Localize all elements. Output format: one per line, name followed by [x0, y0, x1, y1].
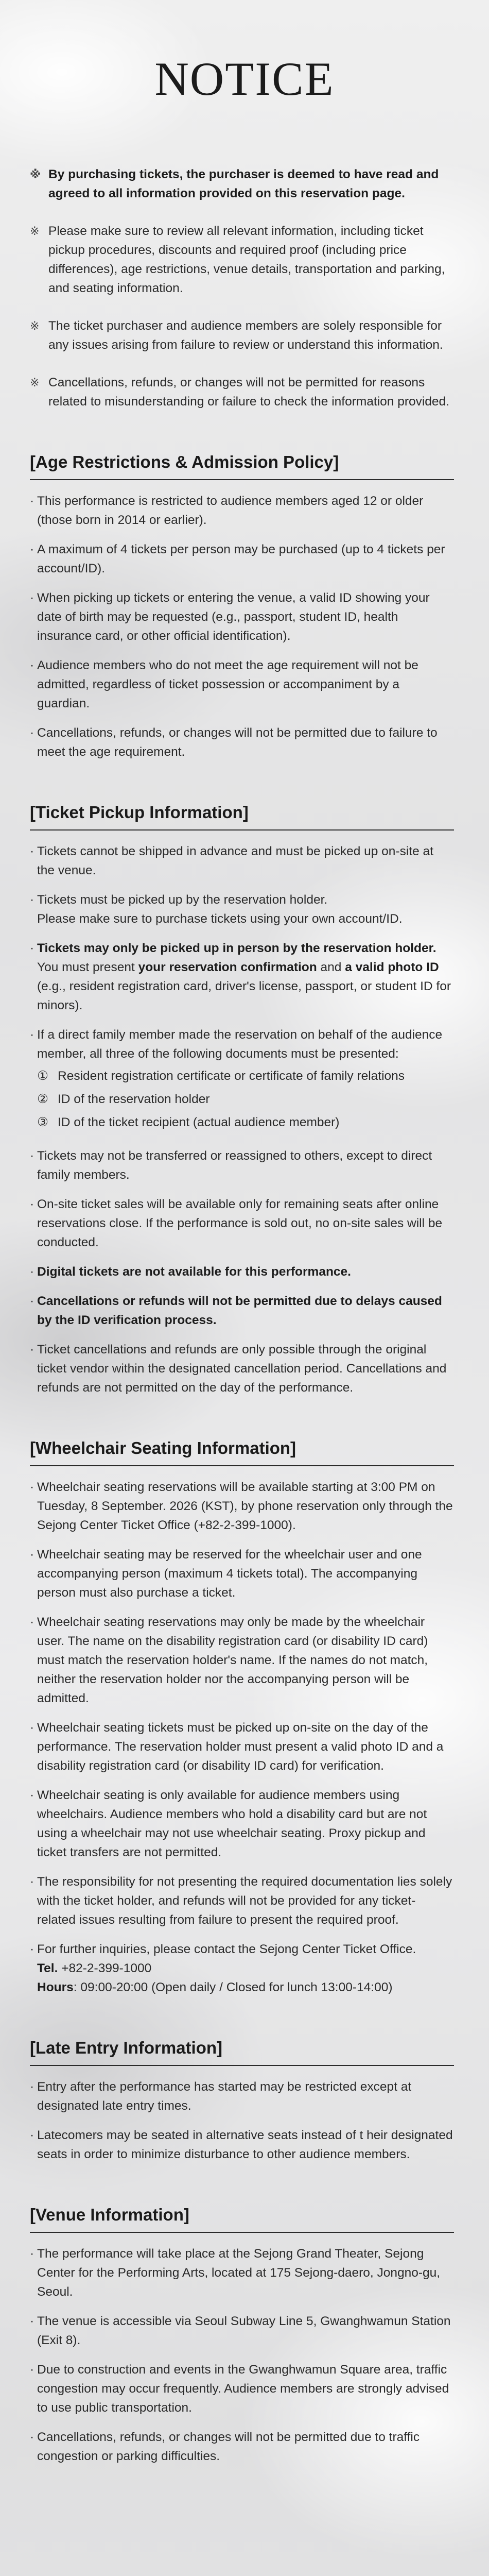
section-title: [Wheelchair Seating Information] [30, 1438, 296, 1458]
section-title: [Age Restrictions & Admission Policy] [30, 452, 339, 471]
notice-content [0, 165, 489, 2466]
bullet-icon: · [30, 893, 34, 907]
bullet-icon: · [30, 2314, 34, 2328]
bullet-icon: · [30, 2080, 34, 2094]
list-item: · This performance is restricted to audience members aged 12 or older (those born in 2014 or earlier). [30, 492, 454, 530]
list-item: · Tickets cannot be shipped in advance and must be picked up on-site at the venue. [30, 842, 454, 880]
notice-note [30, 165, 454, 203]
notice-notes [30, 165, 454, 411]
list-item: · If a direct family member made the reservation on behalf of the audience member, all three of the following documents must be presented: ① Resident registration certificate or certificate of family relations ② ID of the reservation holder ③ ID of the ticket recipient (actual audience member) [30, 1025, 454, 1136]
list-item: · The responsibility for not presenting the required documentation lies solely with the ticket holder, and refunds will not be provided for any ticket-related issues resulting from failure to present the required proof. [30, 1872, 454, 1929]
bullet-icon: · [30, 1265, 34, 1279]
document-list [37, 1064, 454, 1132]
notice-note [30, 222, 454, 298]
bullet-icon: · [30, 494, 34, 508]
item-line: Tickets must be picked up by the reservation holder. [37, 893, 328, 907]
list-item: · Audience members who do not meet the age requirement will not be admitted, regardless of ticket possession or accompaniment by a guardian. [30, 656, 454, 713]
list-item: · The performance will take place at the Sejong Grand Theater, Sejong Center for the Performing Arts, located at 175 Sejong-daero, Jongno-gu, Seoul. [30, 2244, 454, 2301]
list-item: · Cancellations, refunds, or changes will not be permitted due to failure to meet the age requirement. [30, 723, 454, 761]
reference-mark-icon: ※ [30, 225, 40, 238]
section-divider [30, 1465, 454, 1466]
bullet-icon: · [30, 1028, 34, 1042]
list-item: · When picking up tickets or entering the venue, a valid ID showing your date of birth may be requested (e.g., passport, student ID, health insurance card, or other official identification). [30, 588, 454, 646]
bullet-icon: · [30, 726, 34, 740]
list-item: · On-site ticket sales will be available only for remaining seats after online reservations close. If the performance is sold out, no on-site sales will be conducted. [30, 1195, 454, 1252]
bullet-icon: · [30, 1875, 34, 1889]
list-item [30, 890, 454, 928]
late-entry-section [30, 2038, 454, 2164]
list-item: · Digital tickets are not available for this performance. [30, 1262, 454, 1281]
note-text: The ticket purchaser and audience members are solely responsible for any issues arising from failure to review or understand this information. [48, 319, 443, 352]
inquiry-text: For further inquiries, please contact the Sejong Center Ticket Office. [37, 1942, 416, 1956]
bold-text: a valid photo ID [345, 960, 439, 974]
bullet-icon: · [30, 1480, 34, 1494]
bullet-icon: · [30, 591, 34, 605]
notice-note [30, 316, 454, 354]
bullet-icon: · [30, 941, 34, 955]
list-item: · Wheelchair seating is only available for audience members using wheelchairs. Audience members who hold a disability card but are not using a wheelchair may not use wheelchair seating. Proxy pickup and ticket transfers are not permitted. [30, 1786, 454, 1862]
bullet-icon: · [30, 1149, 34, 1163]
list-item: · Tickets may only be picked up in person by the reservation holder. You must present your reservation confirmation and a valid photo ID (e.g., resident registration card, driver's license, passport, or student ID for minors). [30, 939, 454, 1015]
bold-text: your reservation confirmation [138, 960, 317, 974]
list-item: · The venue is accessible via Seoul Subway Line 5, Gwanghwamun Station (Exit 8). [30, 2312, 454, 2350]
list-item: · Wheelchair seating reservations may only be made by the wheelchair user. The name on the disability registration card (or disability ID card) must match the reservation holder's name. If the names do not match, neither the reservation holder nor the accompanying person will be admitted. [30, 1613, 454, 1708]
bullet-icon: · [30, 1294, 34, 1308]
wheelchair-section [30, 1438, 454, 1997]
section-divider [30, 2232, 454, 2233]
reference-mark-icon: ※ [30, 376, 40, 389]
list-item [30, 1940, 454, 1997]
bullet-icon: · [30, 844, 34, 858]
document-item: ③ ID of the ticket recipient (actual audience member) [37, 1115, 340, 1129]
list-item: · Due to construction and events in the Gwanghwamun Square area, traffic congestion may occur frequently. Audience members are strongly advised to use public transportation. [30, 2360, 454, 2417]
section-title: [Late Entry Information] [30, 2038, 223, 2057]
document-item: ② ID of the reservation holder [37, 1092, 210, 1106]
section-title: [Ticket Pickup Information] [30, 803, 249, 822]
venue-section [30, 2205, 454, 2466]
document-item: ① Resident registration certificate or certificate of family relations [37, 1069, 405, 1083]
section-title: [Venue Information] [30, 2205, 189, 2224]
bullet-icon: · [30, 2430, 34, 2444]
section-divider [30, 829, 454, 831]
bullet-icon: · [30, 2128, 34, 2142]
list-item: · Ticket cancellations and refunds are only possible through the original ticket vendor within the designated cancellation period. Cancellations and refunds are not permitted on the day of the performance. [30, 1340, 454, 1397]
bullet-icon: · [30, 2363, 34, 2377]
item-line: Please make sure to purchase tickets using your own account/ID. [37, 912, 403, 926]
bold-text: Tickets may only be picked up in person by the reservation holder. [37, 941, 436, 955]
hours-value: : 09:00-20:00 (Open daily / Closed for lunch 13:00-14:00) [73, 1980, 393, 1994]
bullet-icon: · [30, 543, 34, 556]
list-item: · A maximum of 4 tickets per person may be purchased (up to 4 tickets per account/ID). [30, 540, 454, 578]
bullet-icon: · [30, 2247, 34, 2261]
list-item: · Wheelchair seating may be reserved for the wheelchair user and one accompanying person (maximum 4 tickets total). The accompanying person must also purchase a ticket. [30, 1545, 454, 1602]
list-item: · Wheelchair seating tickets must be picked up on-site on the day of the performance. The reservation holder must present a valid photo ID and a disability registration card (or disability ID card) for verification. [30, 1718, 454, 1775]
bullet-icon: · [30, 1548, 34, 1562]
bullet-icon: · [30, 658, 34, 672]
list-item: · Cancellations, refunds, or changes will not be permitted due to traffic congestion or parking difficulties. [30, 2428, 454, 2466]
bullet-icon: · [30, 1343, 34, 1357]
bullet-icon: · [30, 1615, 34, 1629]
list-item: · Tickets may not be transferred or reassigned to others, except to direct family members. [30, 1146, 454, 1184]
reference-mark-icon: ※ [30, 319, 40, 332]
section-divider [30, 2065, 454, 2066]
notice-note [30, 373, 454, 411]
bullet-icon: · [30, 1721, 34, 1735]
list-item: · Cancellations or refunds will not be permitted due to delays caused by the ID verification process. [30, 1292, 454, 1330]
section-divider [30, 479, 454, 480]
hours-label: Hours [37, 1980, 74, 1994]
age-section [30, 452, 454, 761]
note-text: By purchasing tickets, the purchaser is deemed to have read and agreed to all information provided on this reservation page. [48, 167, 439, 200]
bullet-icon: · [30, 1788, 34, 1802]
tel-label: Tel. [37, 1961, 58, 1975]
reference-mark-icon: ※ [30, 168, 41, 181]
list-item: · Entry after the performance has started may be restricted except at designated late entry times. [30, 2077, 454, 2115]
bullet-icon: · [30, 1942, 34, 1956]
note-text: Please make sure to review all relevant information, including ticket pickup procedures, discounts and required proof (including price differences), age restrictions, venue details, transportation and parking, and seating information. [48, 224, 445, 295]
note-text: Cancellations, refunds, or changes will not be permitted for reasons related to misunderstanding or failure to check the information provided. [48, 376, 449, 409]
pickup-section [30, 803, 454, 1397]
tel-value: +82-2-399-1000 [58, 1961, 152, 1975]
list-item: · Latecomers may be seated in alternative seats instead of t heir designated seats in order to minimize disturbance to other audience members. [30, 2126, 454, 2164]
list-item: · Wheelchair seating reservations will be available starting at 3:00 PM on Tuesday, 8 September. 2026 (KST), by phone reservation only through the Sejong Center Ticket Office (+82-2-399-1000). [30, 1478, 454, 1535]
bullet-icon: · [30, 1197, 34, 1211]
page-title: NOTICE [154, 53, 335, 105]
